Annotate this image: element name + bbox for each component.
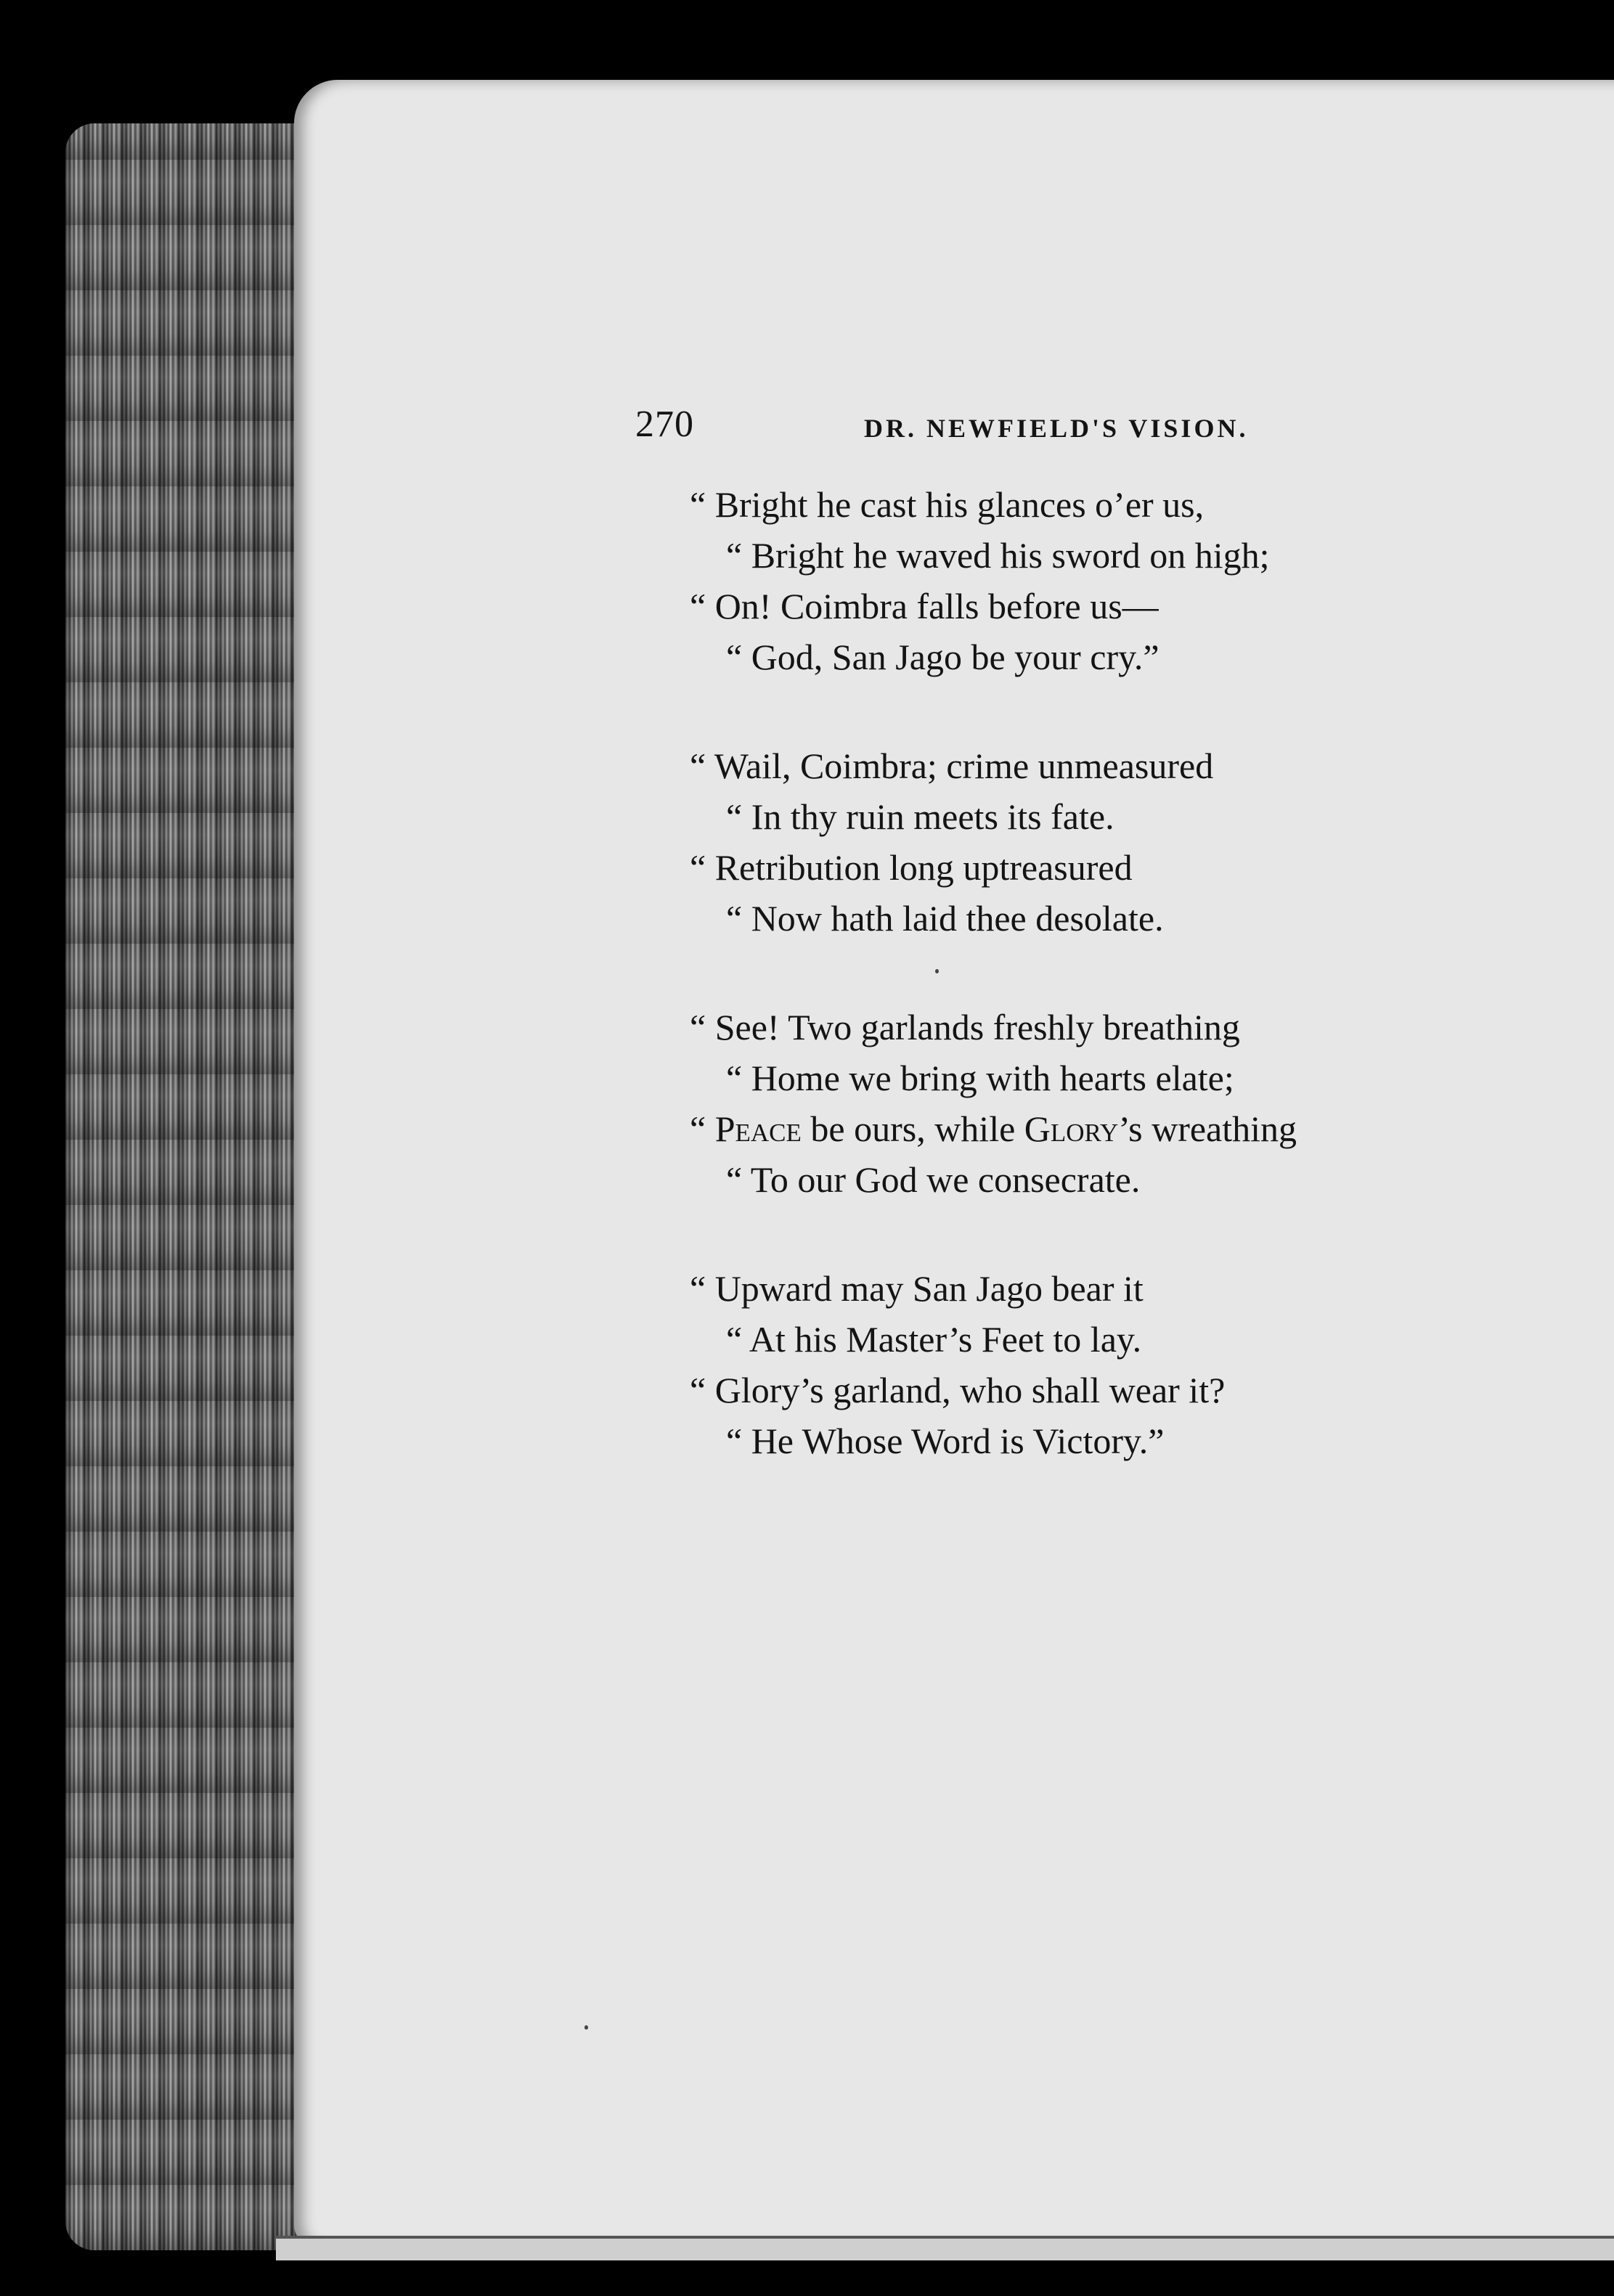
poem-line: “ He Whose Word is Victory.” [726,1421,1165,1461]
poem [690,479,1525,1524]
stanza-4 [690,1263,1525,1466]
poem-line: “ To our God we consecrate. [726,1159,1141,1200]
page-bottom-edge [276,2236,1614,2260]
poem-line: “ In thy ruin meets its fate. [726,796,1114,837]
poem-line: “ On! Coimbra falls before us— [690,586,1159,626]
poem-line: “ Home we bring with hearts elate; [726,1058,1234,1098]
line-suffix: ’s wreathing [1118,1108,1297,1149]
line-prefix: “ [690,1108,715,1149]
page-number: 270 [635,404,694,445]
line-middle: be ours, while [801,1108,1024,1149]
poem-line: “ See! Two garlands freshly breathing [690,1007,1240,1047]
poem-line: “ Bright he cast his glances o’er us, [690,484,1205,525]
stanza-2 [690,740,1525,944]
poem-line: “ Glory’s garland, who shall wear it? [690,1370,1226,1410]
small-caps-peace: Peace [714,1108,802,1149]
poem-line: “ At his Master’s Feet to lay. [726,1319,1142,1360]
running-head [635,403,1361,454]
poem-line: “ Upward may San Jago bear it [690,1268,1144,1309]
poem-line: “ Retribution long uptreasured [690,847,1133,888]
stanza-1 [690,479,1525,682]
poem-line: “ God, San Jago be your cry.” [726,637,1159,677]
small-caps-glory: Glory [1024,1108,1119,1149]
ink-speck [935,969,939,973]
poem-line [690,1103,1525,1154]
poem-line: “ Now hath laid thee desolate. [726,898,1164,939]
page-edge-stack [65,123,312,2250]
poem-line: “ Wail, Coimbra; crime unmeasured [690,745,1214,786]
ink-speck [584,2025,588,2030]
poem-line: “ Bright he waved his sword on high; [726,535,1270,576]
stanza-3 [690,1002,1525,1205]
running-title: DR. NEWFIELD'S VISION. [864,414,1249,443]
